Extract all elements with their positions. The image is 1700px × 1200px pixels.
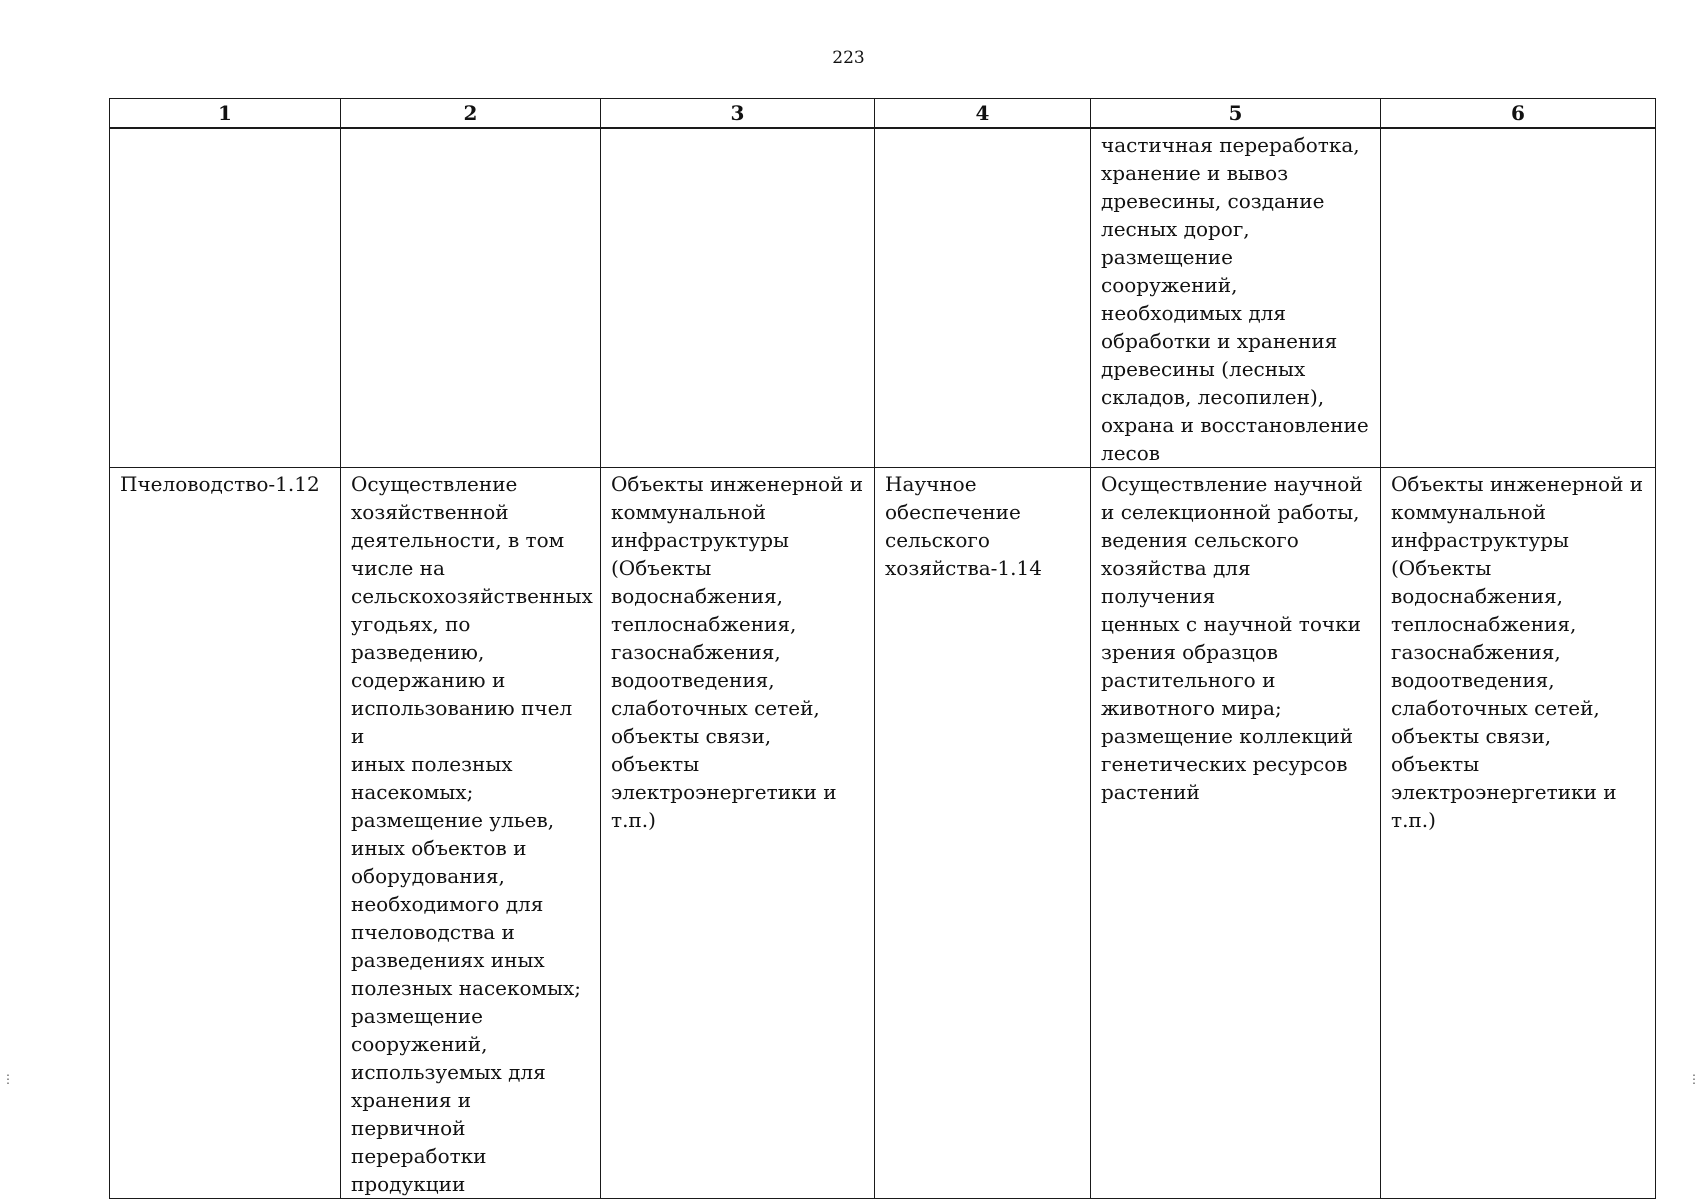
page-number: 223 [832, 48, 865, 68]
table-cell [110, 468, 341, 1199]
column-header: 4 [875, 99, 1091, 129]
table-cell [601, 128, 875, 468]
table-cell [875, 128, 1091, 468]
cell-text: Пчеловодство-1.12 [120, 472, 320, 496]
table-row [110, 468, 1656, 1199]
table-cell [601, 468, 875, 1199]
cell-text: Научное обеспечение сельского хозяйства-1.14 [885, 472, 1042, 580]
table-cell [1091, 128, 1381, 468]
table-cell [341, 468, 601, 1199]
table-cell [341, 128, 601, 468]
cell-text: частичная переработка, хранение и вывоз древесины, создание лесных дорог, размещение сооружений, необходимых для обработки и хранения древесины (лесных складов, лесопилен), охрана и восстановление лесов [1101, 133, 1369, 465]
table-cell [875, 468, 1091, 1199]
cell-text: Осуществление хозяйственной деятельности, в том числе на сельскохозяйственных угодьях, по разведению, содержанию и использованию пчел и иных полезных насекомых; размещение ульев, иных объектов и оборудования, необходимого для пчеловодства и разведениях иных полезных насекомых; размещение сооружений, используемых для хранения и первичной переработки продукции [351, 472, 593, 1196]
table-header-row [110, 99, 1656, 129]
scan-edge-mark-left: ⋮ [2, 1072, 14, 1086]
table-cell [110, 128, 341, 468]
column-header: 3 [601, 99, 875, 129]
cell-text: Объекты инженерной и коммунальной инфраструктуры (Объекты водоснабжения, теплоснабжения, газоснабжения, водоотведения, слаботочных сетей, объекты связи, объекты электроэнергетики и т.п.) [1391, 472, 1644, 832]
column-header: 2 [341, 99, 601, 129]
column-header: 6 [1381, 99, 1656, 129]
scan-edge-mark-right: ⋮ [1688, 1072, 1700, 1086]
table-cell [1091, 468, 1381, 1199]
cell-text: Осуществление научной и селекционной работы, ведения сельского хозяйства для получения ценных с научной точки зрения образцов растительного и животного мира; размещение коллекций генетических ресурсов растений [1101, 472, 1363, 804]
table-cell [1381, 128, 1656, 468]
column-header: 1 [110, 99, 341, 129]
regulation-table [109, 98, 1656, 1199]
cell-text: Объекты инженерной и коммунальной инфраструктуры (Объекты водоснабжения, теплоснабжения, газоснабжения, водоотведения, слаботочных сетей, объекты связи, объекты электроэнергетики и т.п.) [611, 472, 864, 832]
table-row [110, 128, 1656, 468]
table-cell [1381, 468, 1656, 1199]
column-header: 5 [1091, 99, 1381, 129]
